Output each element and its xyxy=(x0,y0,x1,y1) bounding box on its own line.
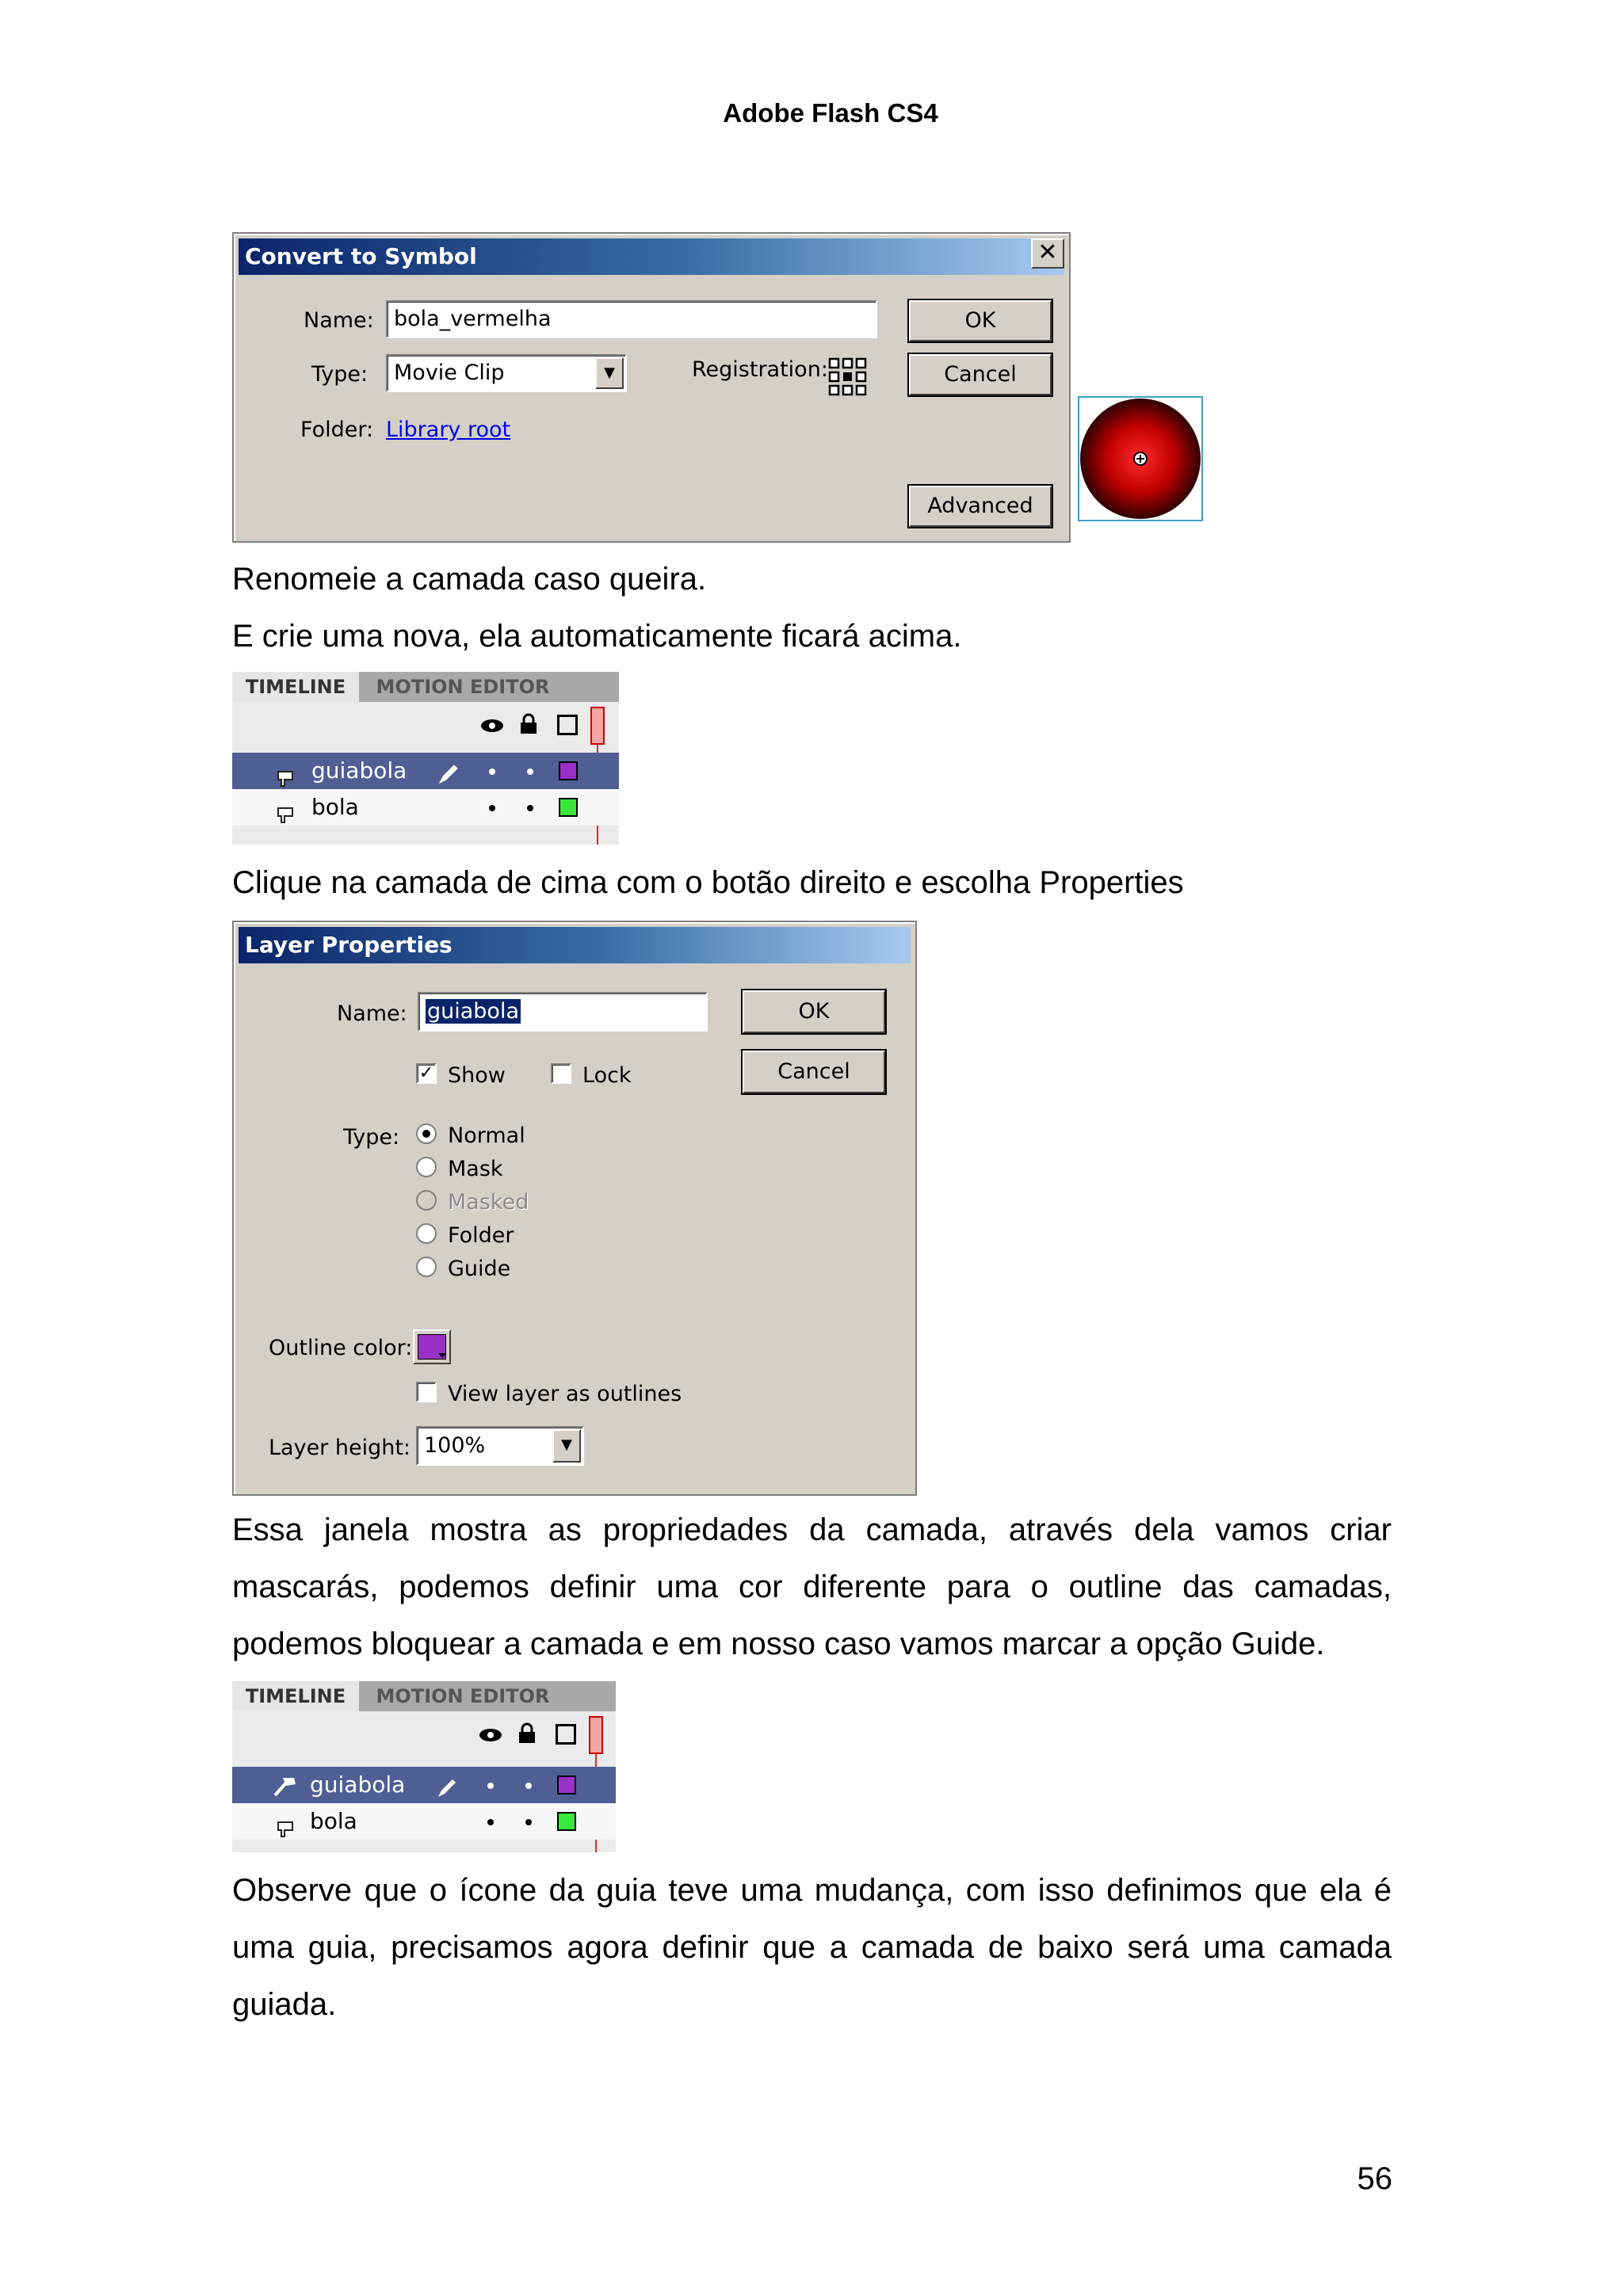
lock-dot[interactable] xyxy=(525,1819,532,1825)
dropdown-arrow-icon[interactable]: ▼ xyxy=(595,357,624,389)
symbol-type-select[interactable] xyxy=(386,354,627,392)
page-header-title: Adobe Flash CS4 xyxy=(723,98,938,128)
type-option-label: Masked xyxy=(448,1190,529,1215)
dialog-title: Convert to Symbol xyxy=(239,238,1064,275)
tab-motion-editor[interactable]: MOTION EDITOR xyxy=(376,676,550,698)
registration-label: Registration: xyxy=(692,357,828,382)
paragraph-right-click: Clique na camada de cima com o botão direito e escolha Properties xyxy=(232,865,1184,900)
type-option-label: Normal xyxy=(448,1123,525,1148)
timeline-panel-2 xyxy=(232,1681,616,1852)
view-outlines-label: View layer as outlines xyxy=(448,1382,682,1406)
paragraph-guide-icon: Observe que o ícone da guia teve uma mudança, com isso definimos que ela é uma guia, precisamos agora definir que a camada de baixo será uma camada guiada. xyxy=(232,1873,1392,2022)
lock-checkbox[interactable] xyxy=(551,1063,571,1084)
layer-outline-swatch[interactable] xyxy=(557,1812,576,1831)
layer-icon xyxy=(277,762,296,781)
lock-dot[interactable] xyxy=(525,1783,532,1789)
layer-row[interactable] xyxy=(232,753,619,789)
outline-square-icon[interactable] xyxy=(557,715,578,735)
tab-timeline[interactable]: TIMELINE xyxy=(232,672,359,702)
layer-row[interactable] xyxy=(232,1767,616,1803)
visibility-dot[interactable] xyxy=(489,769,495,775)
registration-grid-icon[interactable] xyxy=(828,357,868,397)
type-option-label: Guide xyxy=(448,1257,511,1281)
dialog-title: Layer Properties xyxy=(239,927,911,963)
lock-icon[interactable] xyxy=(519,713,538,735)
type-guide-radio[interactable] xyxy=(416,1257,437,1277)
layer-height-label: Layer height: xyxy=(269,1436,411,1460)
type-option-label: Folder xyxy=(448,1223,514,1248)
symbol-name-input[interactable]: bola_vermelha xyxy=(386,300,877,338)
layer-icon xyxy=(277,1813,296,1832)
visibility-dot[interactable] xyxy=(487,1819,494,1825)
outline-square-icon[interactable] xyxy=(556,1724,576,1745)
paragraph-rename: Renomeie a camada caso queira. xyxy=(232,562,707,597)
lock-dot[interactable] xyxy=(527,805,533,811)
type-normal-radio[interactable] xyxy=(416,1123,437,1144)
guide-icon xyxy=(272,1773,299,1797)
ok-button[interactable]: OK xyxy=(743,990,885,1033)
library-root-link[interactable]: Library root xyxy=(386,418,511,442)
cancel-button[interactable]: Cancel xyxy=(743,1051,885,1093)
red-ball-image xyxy=(1078,396,1203,521)
layer-name: guiabola xyxy=(310,1772,406,1798)
layer-height-value: 100% xyxy=(424,1433,486,1458)
tab-motion-editor[interactable]: MOTION EDITOR xyxy=(376,1685,550,1707)
ok-button[interactable]: OK xyxy=(909,300,1052,341)
type-label: Type: xyxy=(311,362,369,387)
type-folder-radio[interactable] xyxy=(416,1223,437,1244)
visibility-dot[interactable] xyxy=(487,1783,494,1789)
visibility-dot[interactable] xyxy=(489,805,495,811)
pencil-icon xyxy=(437,761,459,783)
view-outlines-checkbox[interactable] xyxy=(416,1382,437,1402)
type-mask-radio[interactable] xyxy=(416,1157,437,1177)
outline-color-label: Outline color: xyxy=(269,1336,413,1360)
chevron-down-icon xyxy=(438,1353,446,1358)
pencil-icon xyxy=(435,1775,457,1797)
lock-dot[interactable] xyxy=(527,769,533,775)
outline-color-picker[interactable] xyxy=(413,1329,451,1364)
lock-label: Lock xyxy=(582,1063,632,1088)
eye-icon[interactable] xyxy=(479,716,505,735)
eye-icon[interactable] xyxy=(478,1726,503,1745)
layer-height-select[interactable] xyxy=(416,1426,584,1466)
layer-row[interactable] xyxy=(232,1803,616,1840)
layer-row[interactable] xyxy=(232,789,619,826)
layer-outline-swatch[interactable] xyxy=(559,798,578,817)
lock-icon[interactable] xyxy=(517,1722,537,1745)
layer-properties-dialog xyxy=(232,921,917,1496)
layer-name-value: guiabola xyxy=(427,999,520,1024)
playhead-marker[interactable] xyxy=(590,707,605,745)
cancel-button[interactable]: Cancel xyxy=(909,354,1052,395)
name-label: Name: xyxy=(304,308,374,333)
dropdown-arrow-icon[interactable]: ▼ xyxy=(552,1429,581,1463)
type-masked-radio xyxy=(416,1190,437,1211)
layer-name: guiabola xyxy=(311,757,407,784)
timeline-panel-1 xyxy=(232,672,619,845)
layer-icon xyxy=(277,799,296,818)
name-label: Name: xyxy=(337,1001,407,1026)
show-checkbox[interactable]: ✓ xyxy=(416,1063,437,1084)
tab-timeline[interactable]: TIMELINE xyxy=(232,1681,359,1711)
layer-name-input[interactable] xyxy=(418,992,708,1032)
show-label: Show xyxy=(448,1063,506,1088)
close-icon[interactable]: ✕ xyxy=(1031,238,1064,269)
advanced-button[interactable]: Advanced xyxy=(909,486,1052,527)
paragraph-dialog-description: Essa janela mostra as propriedades da camada, através dela vamos criar mascarás, podemos definir uma cor diferente para o outline das camadas, podemos bloquear a camada e em nosso caso vamos marcar a opção Guide. xyxy=(232,1512,1392,1661)
layer-name: bola xyxy=(310,1808,357,1834)
page-number: 56 xyxy=(1357,2161,1392,2196)
playhead-marker[interactable] xyxy=(589,1716,603,1754)
folder-label: Folder: xyxy=(300,418,374,442)
type-label: Type: xyxy=(343,1125,400,1150)
layer-outline-swatch[interactable] xyxy=(559,761,578,780)
paragraph-new-layer: E crie uma nova, ela automaticamente ficará acima. xyxy=(232,619,962,654)
layer-name: bola xyxy=(311,794,359,820)
layer-outline-swatch[interactable] xyxy=(557,1775,576,1794)
convert-to-symbol-dialog xyxy=(232,232,1071,543)
type-option-label: Mask xyxy=(448,1157,503,1181)
symbol-type-value: Movie Clip xyxy=(394,360,505,385)
